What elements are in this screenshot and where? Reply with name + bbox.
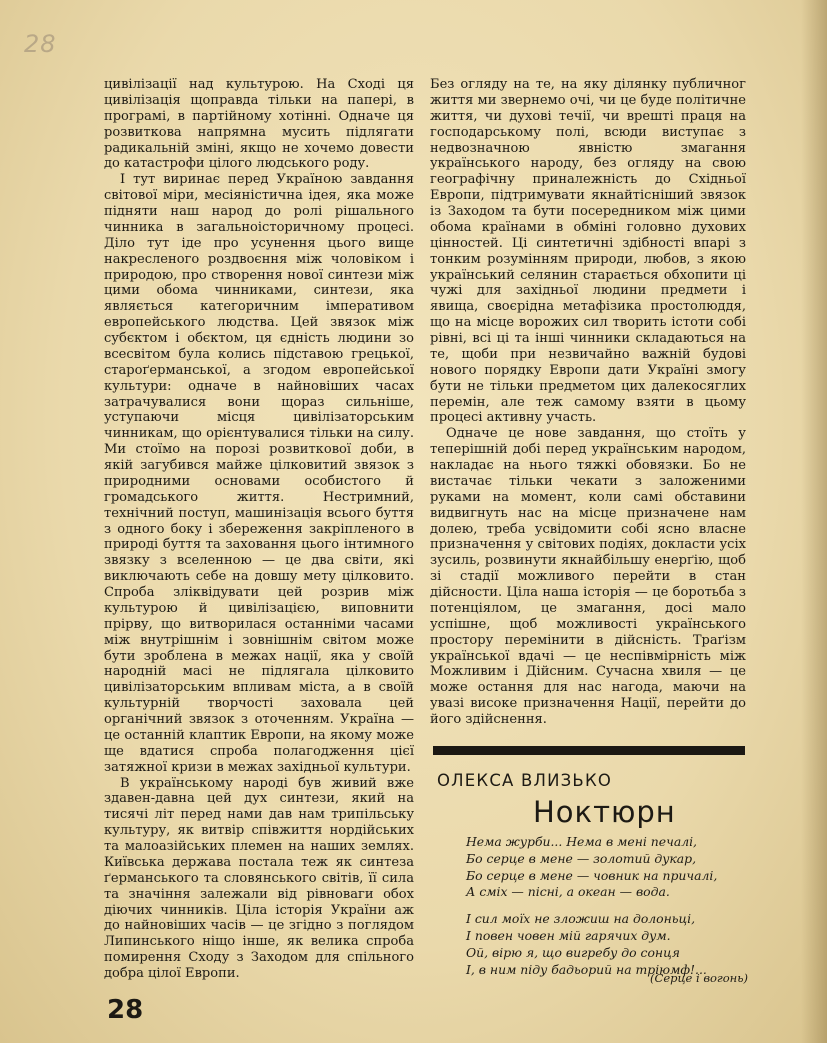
corner-page-mark: 28: [24, 30, 57, 58]
poem-stanza-2: [466, 911, 756, 978]
section-divider-bar: [433, 746, 745, 755]
poem-body: [466, 834, 756, 988]
poem-title: Ноктюрн: [533, 795, 676, 829]
poem-line: Нема журби... Нема в мені печалі,: [466, 834, 697, 849]
page-number: 28: [107, 995, 144, 1025]
left-paragraph-2: І тут виринає перед Україною завдання світової міри, месіяністична ідея, яка може підняти наш народ до ролі рішального чинника в загальноісторичному процесі. Діло тут іде про усунення цього вище накресленого роздвоєння між чоловіком і природою, про створення нової синтези між цими обома чинниками, синтези, яка являється категоричним імперативом европейського людства. Цей звязок між субєктом і обєктом, ця єдність людини зо всесвітом була колись підставою грецької, староґерманської, а згодом европейської культури: одначе в найновіших часах затрачувалися вони щораз сильніше, уступаючи місця цивілізаторським чинникам, що орієнтувалися тільки на силу. Ми стоїмо на порозі розвиткової доби, в якій загубився майже цілковитий звязок з природними основами особистого й громадського життя. Нестримний, технічний поступ, машинізація всього буття з одного боку і збереження закріпленого в природі буття та заховання цього інтимного звязку з вселенною — це два світи, які виключають себе на довшу мету цілковито. Спроба зліквідувати цей розрив між культурою й цивілізацією, виповнити прірву, що витворилася останніми часами між внутрішнім і зовнішнім світом може бути зроблена в межах нації, яка у своїй народній масі не підлягала цілковито цивілізаторським впливам міста, а в своїй культурній творчості заховала цей органічний звязок з оточенням. Україна — це останній клаптик Европи, на якому може ще вдатися спроба полагодження цієї затяжної кризи в межах західньої культури.: [104, 172, 414, 775]
poem-line: І сил моїх не зложиш на долоньці,: [466, 911, 696, 927]
poem-stanza-1: [466, 834, 756, 901]
left-paragraph-3: В українському народі був живий вже здавен-давна цей дух синтези, який на тисячі літ перед нами дав нам трипільську культуру, як витвір співжиття нордійських та малоазійських племен на наших землях. Київська держава постала теж як синтеза ґерманського та словянського світів, її сила та значіння залежали від рівноваги обох діючих чинників. Ціла історія України аж до найновіших часів — це згідно з поглядом Липинського ніщо інше, як велика спроба помирення Сходу з Заходом для спільного добра цілої Европи.: [104, 775, 414, 981]
poem-source: (Серце і вогонь): [650, 971, 748, 985]
right-paragraph-1: Без огляду на те, на яку ділянку публичног життя ми звернемо очі, чи це буде політичне життя, чи духові течії, чи врешті праця на господарському полі, всюди виступає з недвозначною явністю змагання українського народу, без огляду на свою географічну приналежність до Східньої Европи, підтримувати якнайтісніший звязок із Заходом та бути посередником між цими обома країнами в обміні головно духових цінностей. Ці синтетичні здібності впарі з тонким розумінням природи, любов, з якою український селянин старається обхопити ці чужі для західньої людини предмети і явища, своєрідна метафізика простолюддя, що на місце ворожих сил творить істоти собі рівні, всі ці та інші чинники складаються на те, щоби при незвичайно важній будові нового порядку Европи дати Україні змогу бути не тільки предметом цих далекосяглих перемін, але теж самому взяти в цьому процесі активну участь.: [430, 77, 746, 426]
page-edge-shadow: [801, 0, 827, 1043]
poem-line: І, в ним піду бадьорий на тріюмф!...: [466, 961, 707, 977]
left-column: [104, 77, 414, 982]
left-paragraph-1: цивілізації над культурою. На Сході ця цивілізація щоправда тільки на папері, в програмі, в партійному хотінні. Одначе ця розвиткова напрямна мусить підлягати радикальній зміні, якщо не хочемо довести до катастрофи цілого людського роду.: [104, 77, 414, 172]
poem-line: А сміх — пісні, а океан — вода.: [466, 884, 670, 900]
poem-author: ОЛЕКСА ВЛИЗЬКО: [437, 771, 613, 790]
poem-line: Бо серце в мене — човник на причалі,: [466, 867, 718, 883]
right-paragraph-2: Одначе це нове завдання, що стоїть у теперішній добі перед українським народом, накладає на нього тяжкі обовязки. Бо не вистачає тільки чекати з заложеними руками на момент, коли самі обставини видвигнуть нас на місце призначене нам долею, треба усвідомити собі ясно власне призначення у світових подіях, докласти усіх зусиль, розвинути якнайбільшу енерґію, щоб зі стадії можливого перейти в стан дійсности. Ціла наша історія — це боротьба з потенціялом, це змагання, досі мало успішне, щоб можливості українського простору перемінити в дійсність. Траґізм української вдачі — це неспівмірність між Можливим і Дійсним. Сучасна хвиля — це може остання для нас нагода, маючи на увазі високе призначення Нації, перейти до його здійснення.: [430, 426, 746, 727]
poem-line: Ой, вірю я, що вигребу до сонця: [466, 944, 680, 960]
right-column: [430, 77, 746, 728]
poem-line: І повен човен мій гарячих дум.: [466, 927, 671, 943]
poem-line: Бо серце в мене — золотий дукар,: [466, 850, 697, 866]
